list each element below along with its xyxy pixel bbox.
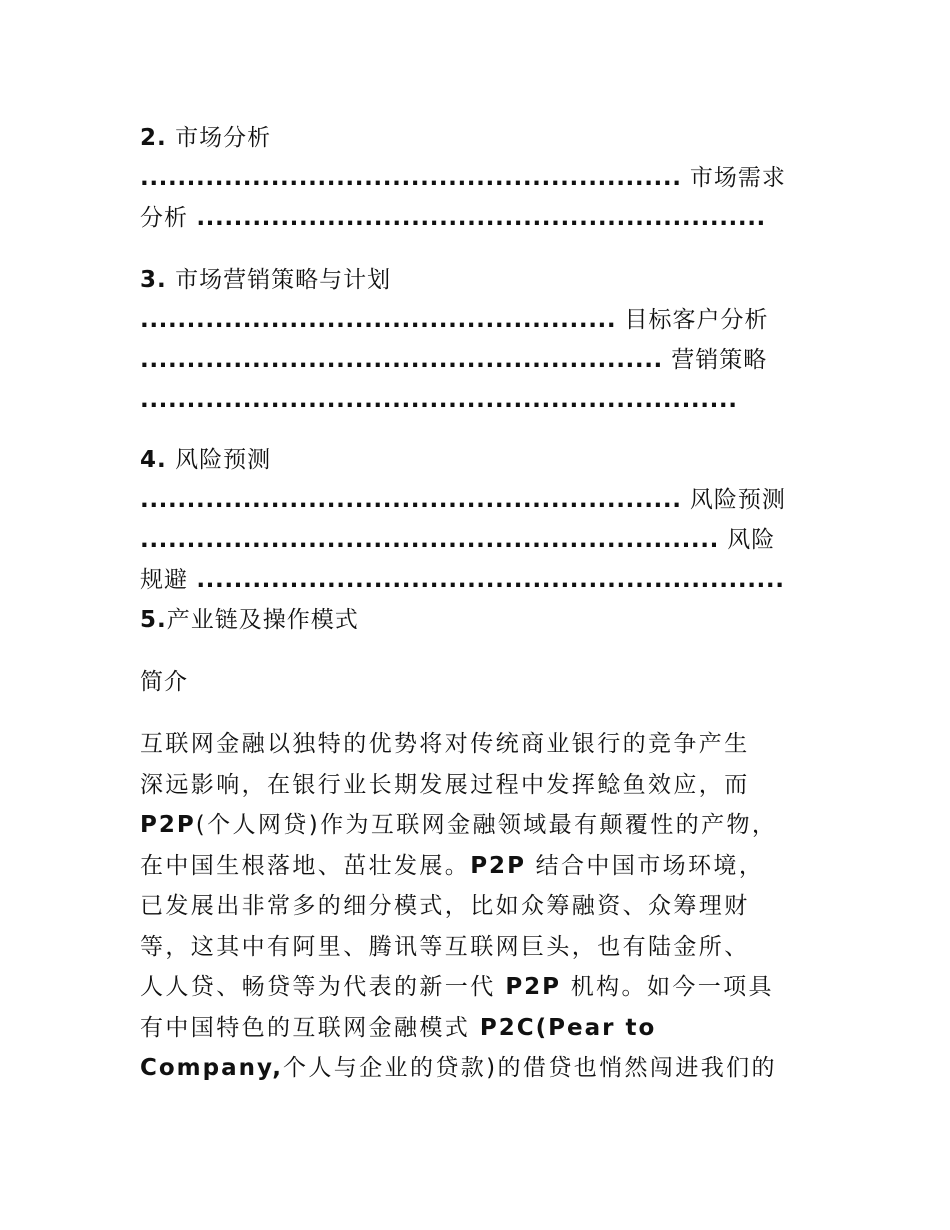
section-title: 市场营销策略与计划 <box>175 267 392 293</box>
toc-entry-risk-avoidance[interactable] <box>140 520 815 560</box>
toc-entry-marketing-strategy[interactable] <box>140 340 815 380</box>
section-number: 5. <box>140 607 167 633</box>
paragraph-text: 有中国特色的互联网金融模式 <box>140 1014 480 1041</box>
section-title: 市场分析 <box>175 125 272 151</box>
toc-leader-dots: .......................................................... <box>140 487 682 513</box>
paragraph-line <box>140 1048 815 1089</box>
toc-leader-dots: .............................................................. <box>140 527 719 553</box>
toc-leader-dots: .......................................................... <box>140 165 682 191</box>
toc-entry-label: 市场需求 <box>689 165 786 191</box>
paragraph-text: 在中国生根落地、茁壮发展。 <box>140 852 471 879</box>
paragraph-text: 结合中国市场环境， <box>525 852 765 879</box>
paragraph-line <box>140 765 815 806</box>
paragraph-text: 机构。如今一项具 <box>561 974 774 1000</box>
paragraph-line <box>140 1008 815 1049</box>
paragraph-line <box>140 724 815 765</box>
toc-leader-dots: ................................................................ <box>140 387 738 413</box>
toc-leader-dots: ........................................................ <box>140 347 663 373</box>
paragraph-text: 等，这其中有阿里、腾讯等互联网巨头，也有陆金所、 <box>140 933 750 960</box>
toc-entry-label: 目标客户分析 <box>624 307 769 333</box>
toc-section-2[interactable] <box>140 118 815 158</box>
toc-section-3[interactable] <box>140 260 815 300</box>
intro-heading: 简介 <box>140 669 188 695</box>
toc-leader-dots: ................................................... <box>140 307 617 333</box>
toc-entry-market-demand[interactable] <box>140 158 815 198</box>
paragraph-bold-text: P2P <box>140 812 196 838</box>
toc-section-4[interactable] <box>140 440 815 480</box>
toc-entry-label: 分析 <box>140 205 188 231</box>
paragraph-line <box>140 805 815 846</box>
toc-entry-label: 风险预测 <box>689 487 786 513</box>
section-number: 2. <box>140 125 167 151</box>
paragraph-line <box>140 846 815 887</box>
intro-paragraph <box>140 724 815 1089</box>
paragraph-line <box>140 967 815 1008</box>
paragraph-line <box>140 927 815 968</box>
toc-entry-risk-forecast[interactable] <box>140 480 815 520</box>
paragraph-text: 人人贷、畅贷等为代表的新一代 <box>140 974 506 1000</box>
paragraph-text: (个人网贷)作为互联网金融领域最有颠覆性的产物， <box>195 812 778 838</box>
toc-entry-label: 营销策略 <box>671 347 768 373</box>
toc-section-5[interactable] <box>140 600 815 640</box>
toc-entry-label: 风险 <box>727 527 776 553</box>
paragraph-bold-text: P2P <box>505 974 562 1000</box>
paragraph-text: 已发展出非常多的细分模式，比如众筹融资、众筹理财 <box>140 893 750 919</box>
section-title: 风险预测 <box>175 447 272 473</box>
toc-entry-market-demand-cont[interactable] <box>140 198 815 238</box>
paragraph-bold-text: Company, <box>140 1055 283 1081</box>
toc-entry-label: 规避 <box>140 567 188 593</box>
toc-entry-risk-avoidance-cont[interactable] <box>140 560 815 600</box>
section-number: 3. <box>140 267 167 293</box>
paragraph-text: 互联网金融以独特的优势将对传统商业银行的竞争产生 <box>140 731 750 757</box>
document-page <box>140 118 815 1089</box>
paragraph-text: 个人与企业的贷款)的借贷也悄然闯进我们的 <box>282 1055 777 1081</box>
section-number: 4. <box>140 447 167 473</box>
paragraph-text: 深远影响，在银行业长期发展过程中发挥鲶鱼效应，而 <box>140 771 750 798</box>
toc-entry-marketing-strategy-cont[interactable] <box>140 380 815 420</box>
toc-entry-target-customer[interactable] <box>140 300 815 340</box>
toc-leader-dots: ............................................................... <box>196 567 785 593</box>
paragraph-line <box>140 886 815 927</box>
toc-leader-dots: ............................................................. <box>196 205 766 231</box>
section-title: 产业链及操作模式 <box>166 607 359 633</box>
paragraph-bold-text: P2C(Pear to <box>479 1014 657 1041</box>
paragraph-bold-text: P2P <box>470 852 526 879</box>
